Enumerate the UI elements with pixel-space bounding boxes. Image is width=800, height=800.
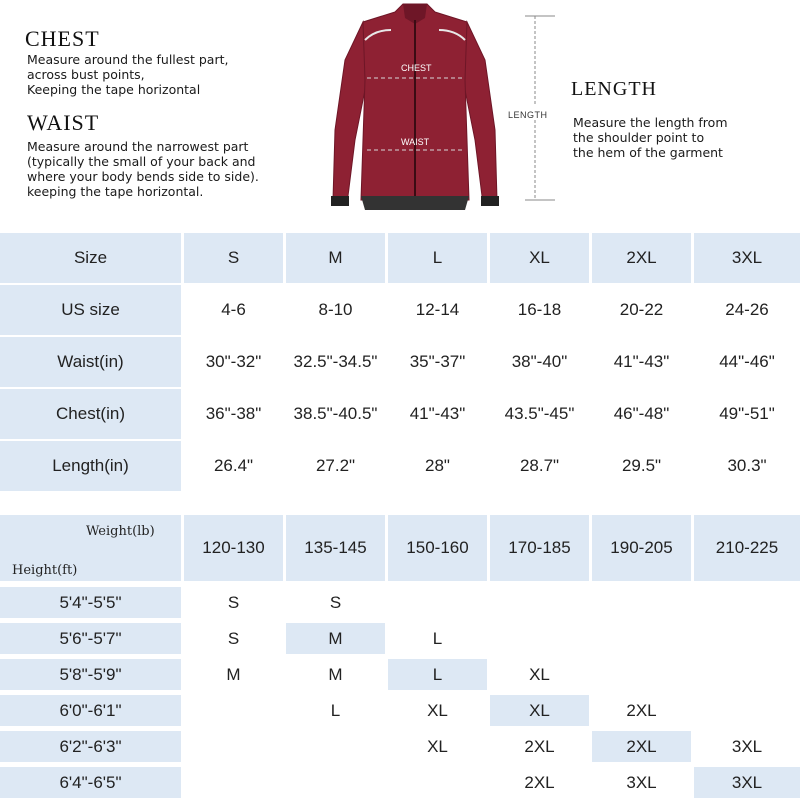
height-axis-label: Height(ft) bbox=[12, 563, 78, 578]
waist-desc-line: Measure around the narrowest part bbox=[27, 139, 249, 154]
size-header-cell: 2XL bbox=[592, 233, 691, 283]
weight-header-cell: 170-185 bbox=[490, 515, 589, 581]
size-value-cell: 38.5"-40.5" bbox=[293, 404, 378, 423]
size-value-cell: 27.2" bbox=[315, 456, 356, 475]
size-value-cell: 44"-46" bbox=[719, 352, 775, 371]
size-fit-cell: XL bbox=[427, 736, 448, 756]
chest-marker-label: CHEST bbox=[401, 63, 432, 73]
recommended-size-cell: M bbox=[286, 623, 385, 654]
weight-header-cell: 135-145 bbox=[286, 515, 385, 581]
size-value-cell: 49"-51" bbox=[719, 404, 775, 423]
size-header-cell: 3XL bbox=[694, 233, 800, 283]
weight-header-cell: 190-205 bbox=[592, 515, 691, 581]
size-fit-cell bbox=[694, 587, 800, 618]
size-value-cell: 30"-32" bbox=[205, 352, 262, 371]
size-fit-cell: XL bbox=[427, 700, 448, 720]
jacket-illustration bbox=[325, 0, 505, 215]
height-row-label: 5'8"-5'9" bbox=[0, 659, 181, 690]
size-value-cell: 8-10 bbox=[318, 300, 353, 319]
waist-desc-line: (typically the small of your back and bbox=[27, 154, 256, 169]
size-fit-cell bbox=[184, 695, 283, 726]
size-fit-cell bbox=[694, 623, 800, 654]
size-fit-cell: 2XL bbox=[626, 700, 657, 720]
size-fit-cell: 3XL bbox=[626, 772, 657, 792]
size-header-cell: XL bbox=[490, 233, 589, 283]
size-fit-cell bbox=[592, 587, 691, 618]
size-value-cell: 38"-40" bbox=[511, 352, 568, 371]
size-header-cell: S bbox=[184, 233, 283, 283]
length-desc-line: the shoulder point to bbox=[573, 130, 705, 145]
size-fit-cell: 2XL bbox=[524, 736, 555, 756]
size-fit-cell bbox=[184, 767, 283, 798]
size-value-cell: 29.5" bbox=[621, 456, 662, 475]
size-fit-cell: XL bbox=[529, 664, 550, 684]
size-fit-cell bbox=[184, 731, 283, 762]
size-value-cell: 16-18 bbox=[517, 300, 562, 319]
size-fit-cell bbox=[490, 587, 589, 618]
size-fit-cell bbox=[592, 623, 691, 654]
chest-heading: CHEST bbox=[25, 26, 100, 51]
jacket-hem bbox=[361, 196, 469, 210]
waist-description bbox=[27, 139, 327, 199]
size-fit-cell: S bbox=[329, 592, 342, 612]
length-heading: LENGTH bbox=[571, 78, 657, 100]
waist-desc-line: keeping the tape horizontal. bbox=[27, 184, 204, 199]
size-row-label: Chest(in) bbox=[0, 389, 181, 439]
size-fit-cell: 2XL bbox=[524, 772, 555, 792]
size-row-label: Length(in) bbox=[0, 441, 181, 491]
size-header-cell: M bbox=[286, 233, 385, 283]
size-value-cell: 36"-38" bbox=[205, 404, 262, 423]
height-row-label: 5'6"-5'7" bbox=[0, 623, 181, 654]
size-value-cell: 28" bbox=[425, 456, 450, 475]
length-marker-label: LENGTH bbox=[508, 110, 548, 120]
size-value-cell: 43.5"-45" bbox=[504, 404, 575, 423]
size-value-cell: 26.4" bbox=[213, 456, 254, 475]
waist-desc-line: where your body bends side to side). bbox=[27, 169, 259, 184]
recommended-size-cell: L bbox=[388, 659, 487, 690]
length-desc-line: the hem of the garment bbox=[573, 145, 723, 160]
size-fit-cell bbox=[490, 623, 589, 654]
recommended-size-cell: 2XL bbox=[592, 731, 691, 762]
height-row-label: 6'0"-6'1" bbox=[0, 695, 181, 726]
size-fit-cell: L bbox=[432, 628, 443, 648]
size-fit-cell: 3XL bbox=[731, 736, 763, 756]
chest-desc-line: Keeping the tape horizontal bbox=[27, 82, 201, 97]
size-value-cell: 35"-37" bbox=[409, 352, 466, 371]
size-fit-cell bbox=[286, 731, 385, 762]
size-row-label: Waist(in) bbox=[0, 337, 181, 387]
recommended-size-cell: XL bbox=[490, 695, 589, 726]
size-header-cell: L bbox=[388, 233, 487, 283]
size-value-cell: 30.3" bbox=[727, 456, 767, 475]
size-header-label: Size bbox=[0, 233, 181, 283]
size-value-cell: 32.5"-34.5" bbox=[293, 352, 378, 371]
size-value-cell: 28.7" bbox=[519, 456, 560, 475]
weight-header-cell: 210-225 bbox=[694, 515, 800, 581]
height-row-label: 6'2"-6'3" bbox=[0, 731, 181, 762]
size-fit-cell bbox=[388, 587, 487, 618]
size-value-cell: 24-26 bbox=[725, 300, 769, 319]
size-fit-cell: S bbox=[227, 628, 240, 648]
recommended-size-cell: 3XL bbox=[694, 767, 800, 798]
weight-axis-label: Weight(lb) bbox=[86, 524, 155, 539]
size-value-cell: 46"-48" bbox=[613, 404, 670, 423]
size-row-label: US size bbox=[0, 285, 181, 335]
length-desc-line: Measure the length from bbox=[573, 115, 728, 130]
height-row-label: 5'4"-5'5" bbox=[0, 587, 181, 618]
size-fit-cell: M bbox=[226, 664, 241, 684]
size-fit-cell bbox=[694, 695, 800, 726]
size-value-cell: 41"-43" bbox=[409, 404, 466, 423]
waist-marker-label: WAIST bbox=[401, 137, 430, 147]
chest-desc-line: across bust points, bbox=[27, 67, 145, 82]
size-fit-cell bbox=[388, 767, 487, 798]
height-row-label: 6'4"-6'5" bbox=[0, 767, 181, 798]
size-fit-cell: M bbox=[328, 664, 343, 684]
chest-description bbox=[27, 52, 317, 97]
chest-desc-line: Measure around the fullest part, bbox=[27, 52, 229, 67]
size-value-cell: 20-22 bbox=[619, 300, 664, 319]
size-value-cell: 4-6 bbox=[221, 300, 246, 319]
fit-table bbox=[0, 515, 800, 800]
size-fit-cell: L bbox=[330, 700, 341, 720]
length-description bbox=[573, 115, 793, 160]
length-marker bbox=[505, 14, 565, 204]
size-fit-cell bbox=[286, 767, 385, 798]
size-fit-cell bbox=[592, 659, 691, 690]
size-fit-cell: S bbox=[227, 592, 240, 612]
size-value-cell: 41"-43" bbox=[613, 352, 670, 371]
size-table bbox=[0, 233, 800, 491]
weight-header-cell: 150-160 bbox=[388, 515, 487, 581]
waist-heading: WAIST bbox=[27, 110, 100, 135]
size-value-cell: 12-14 bbox=[415, 300, 460, 319]
weight-header-cell: 120-130 bbox=[184, 515, 283, 581]
size-fit-cell bbox=[694, 659, 800, 690]
